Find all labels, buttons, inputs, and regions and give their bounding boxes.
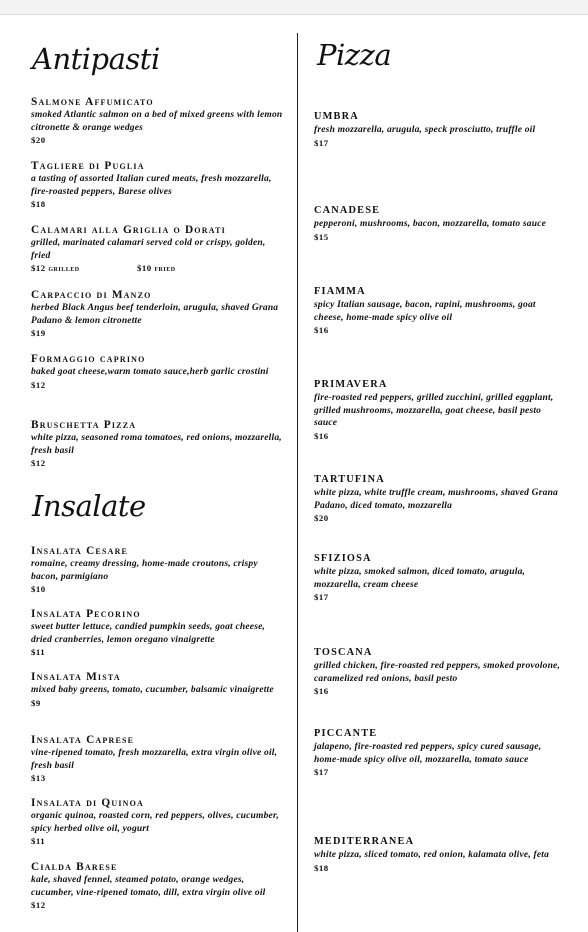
column-divider xyxy=(297,33,298,932)
menu-item-carpaccio xyxy=(31,288,283,339)
menu-item-bruschetta xyxy=(31,418,283,469)
item-description: romaine, creamy dressing, home-made croutons, crispy bacon, parmigiano xyxy=(31,559,258,582)
item-name: SFIZIOSA xyxy=(314,553,372,564)
menu-item-calamari xyxy=(31,223,283,274)
item-description: grilled chicken, fire-roasted red peppers, smoked provolone, caramelized red onions, basil pesto xyxy=(314,661,561,684)
price-fried: $10 fried xyxy=(137,263,176,273)
item-price: $18 xyxy=(31,199,46,209)
item-price: $16 xyxy=(314,430,329,441)
item-price: $16 xyxy=(314,686,329,696)
page-top-edge xyxy=(0,0,588,15)
menu-item-quinoa xyxy=(31,796,283,847)
item-description: fire-roasted red peppers, grilled zucchini, grilled eggplant, grilled mushrooms, mozzarella, goat cheese, basil pesto sauce xyxy=(314,393,554,428)
item-description: kale, shaved fennel, steamed potato, orange wedges, cucumber, vine-ripened tomato, dill, extra virgin olive oil xyxy=(31,875,266,898)
item-description: baked goat cheese,warm tomato sauce,herb garlic crostini xyxy=(31,367,269,377)
item-price: $12 xyxy=(31,379,46,390)
item-name: Carpaccio di Manzo xyxy=(31,289,152,301)
menu-item-salmone xyxy=(31,95,283,146)
item-description: jalapeno, fire-roasted red peppers, spicy cured sausage, home-made spicy olive oil, mozzarella, tomato sauce xyxy=(314,742,542,765)
menu-item-umbra xyxy=(314,110,566,149)
item-price: $9 xyxy=(31,697,41,708)
item-name: PRIMAVERA xyxy=(314,379,388,390)
item-name: FIAMMA xyxy=(314,286,366,297)
menu-item-pecorino xyxy=(31,607,283,658)
item-description: spicy Italian sausage, bacon, rapini, mushrooms, goat cheese, home-made spicy olive oil xyxy=(314,300,536,323)
item-description: organic quinoa, roasted corn, red peppers, olives, cucumber, spicy herbed olive oil, yogurt xyxy=(31,811,279,834)
item-name: Insalata Pecorino xyxy=(31,608,141,620)
item-name: UMBRA xyxy=(314,111,359,122)
item-description: pepperoni, mushrooms, bacon, mozzarella, tomato sauce xyxy=(314,219,547,229)
item-description: vine-ripened tomato, fresh mozzarella, extra virgin olive oil, fresh basil xyxy=(31,748,278,771)
item-name: Cialda Barese xyxy=(31,861,118,873)
item-price: $12 xyxy=(31,900,46,910)
item-description: white pizza, white truffle cream, mushrooms, shaved Grana Padano, diced tomato, mozzarella xyxy=(314,488,559,511)
item-name: Salmone Affumicato xyxy=(31,96,154,108)
menu-item-primavera xyxy=(314,378,566,442)
item-name: Formaggio caprino xyxy=(31,353,146,365)
item-price: $10 xyxy=(31,584,46,594)
item-price: $20 xyxy=(314,513,329,523)
item-name: CANADESE xyxy=(314,205,381,216)
menu-item-caprese xyxy=(31,733,283,784)
price-grilled: $12 grilled xyxy=(31,263,80,273)
item-description: white pizza, seasoned roma tomatoes, red onions, mozzarella, fresh basil xyxy=(31,433,282,456)
item-name: Insalata Caprese xyxy=(31,734,135,746)
item-name: Bruschetta Pizza xyxy=(31,419,137,431)
item-price: $15 xyxy=(314,231,329,242)
pizza-heading: Pizza xyxy=(317,38,392,72)
item-description: mixed baby greens, tomato, cucumber, balsamic vinaigrette xyxy=(31,685,274,695)
menu-item-sfiziosa xyxy=(314,552,566,603)
menu-item-formaggio xyxy=(31,352,283,391)
item-price: $11 xyxy=(31,836,46,846)
item-description: white pizza, sliced tomato, red onion, kalamata olive, feta xyxy=(314,850,550,860)
item-description: white pizza, smoked salmon, diced tomato, arugula, mozzarella, cream cheese xyxy=(314,567,526,590)
menu-item-tagliere xyxy=(31,159,283,210)
menu-item-fiamma xyxy=(314,285,566,336)
item-description: sweet butter lettuce, candied pumpkin seeds, goat cheese, dried cranberries, lemon oregano vinaigrette xyxy=(31,622,266,645)
menu-item-cesare xyxy=(31,544,283,595)
item-name: Insalata Mista xyxy=(31,671,121,683)
item-description: a tasting of assorted Italian cured meats, fresh mozzarella, fire-roasted peppers, Barese olives xyxy=(31,174,272,197)
item-price: $19 xyxy=(31,328,46,338)
item-price: $17 xyxy=(314,137,329,148)
item-name: TOSCANA xyxy=(314,647,373,658)
item-price: $16 xyxy=(314,325,329,335)
item-name: Tagliere di Puglia xyxy=(31,160,145,172)
item-price: $17 xyxy=(314,592,329,602)
item-description: grilled, marinated calamari served cold or crispy, golden, fried xyxy=(31,238,266,261)
item-name: MEDITERRANEA xyxy=(314,836,415,847)
item-name: Insalata Cesare xyxy=(31,545,129,557)
item-price: $13 xyxy=(31,773,46,783)
item-description: herbed Black Angus beef tenderloin, arugula, shaved Grana Padano & lemon citronette xyxy=(31,303,279,326)
antipasti-heading: Antipasti xyxy=(32,42,160,76)
item-name: PICCANTE xyxy=(314,728,378,739)
item-name: Calamari alla Griglia o Dorati xyxy=(31,224,226,236)
insalate-heading: Insalate xyxy=(32,489,146,523)
item-description: smoked Atlantic salmon on a bed of mixed greens with lemon citronette & orange wedges xyxy=(31,110,283,133)
menu-item-toscana xyxy=(314,646,566,697)
item-price: $12 xyxy=(31,458,46,468)
item-price-options xyxy=(31,262,283,274)
menu-item-cialda xyxy=(31,860,283,911)
item-price: $18 xyxy=(314,862,329,873)
menu-item-mista xyxy=(31,670,283,709)
item-price: $17 xyxy=(314,767,329,777)
item-description: fresh mozzarella, arugula, speck prosciutto, truffle oil xyxy=(314,125,536,135)
menu-item-tartufina xyxy=(314,473,566,524)
menu-item-mediterranea xyxy=(314,835,566,874)
item-name: Insalata di Quinoa xyxy=(31,797,145,809)
item-name: TARTUFINA xyxy=(314,474,385,485)
menu-item-canadese xyxy=(314,204,566,243)
item-price: $20 xyxy=(31,135,46,145)
item-price: $11 xyxy=(31,647,46,657)
menu-item-piccante xyxy=(314,727,566,778)
